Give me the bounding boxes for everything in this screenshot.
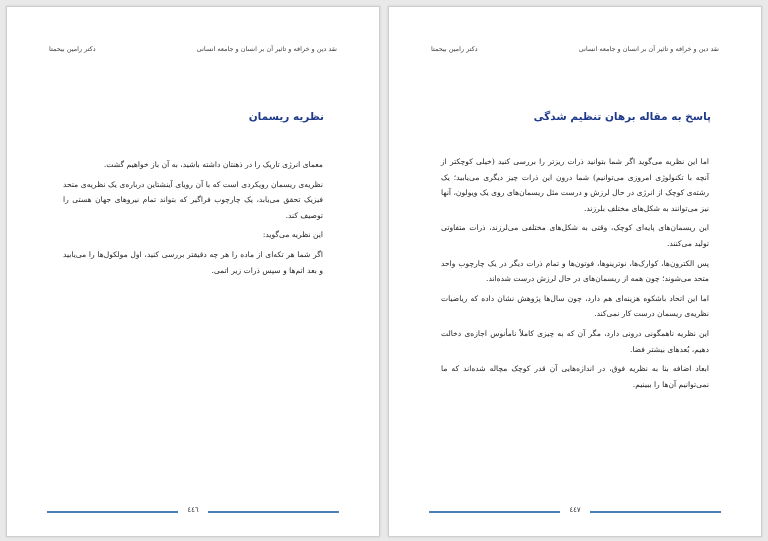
paragraph: این نظریه می‌گوید: (262, 230, 323, 240)
running-header (49, 45, 337, 53)
paragraph: اما این اتحاد باشکوه هزینه‌ای هم دارد، چون سال‌ها پژوهش نشان داده که ریاضیات نظریه‌ی ریسمان درست کار نمی‌کند. (441, 293, 709, 319)
page-447 (388, 6, 762, 537)
header-book-title: نقد دین و خرافه و تاثیر آن بر انسان و جامعه انسانی (578, 45, 719, 53)
page-446 (6, 6, 380, 537)
paragraph: اما این نظریه می‌گوید اگر شما بتوانید ذرات ریزتر را بررسی کنید (خیلی کوچکتر از آنچه با تکنولوژی امروزی می‌توانیم) شما درون این ذرات چیز دیگری می‌یابید؛ یک رشته‌ی کوچک از انرژی در حال لرزش و درست مثل ریسمان‌های روی یک ویولون، آنها نیز می‌توانند به شکل‌های مختلف بلرزند. (441, 157, 709, 213)
footer-rule-right (590, 511, 721, 513)
page-footer (47, 506, 339, 516)
section-title: نظریه ریسمان (248, 111, 324, 123)
paragraph: نظریه‌ی ریسمان رویکردی است که با آن رویای آینشتاین درباره‌ی یک نظریه‌ی متحد فیزیک تحقق می‌یابد، یک چارچوب فراگیر که بتواند تمام نیروهای جهان هستی را توصیف کند. (63, 179, 323, 220)
paragraph: پس الکترون‌ها، کوارک‌ها، نوترینوها، فوتون‌ها و تمام ذرات دیگر در یک چارچوب واحد متحد می‌شوند؛ چون همه از ریسمان‌های در حال لرزش درست شده‌اند. (441, 258, 709, 284)
footer-rule-right (208, 511, 339, 513)
footer-rule-left (429, 511, 560, 513)
page-footer (429, 506, 721, 516)
page-number: ٤٤٧ (569, 506, 581, 514)
paragraph: ابعاد اضافه بنا به نظریه فوق، در اندازه‌هایی آن قدر کوچک مچاله شده‌اند که ما نمی‌توانیم آن‌ها را ببینیم. (441, 364, 709, 389)
paragraph: معمای انرژی تاریک را در ذهنتان داشته باشید، به آن باز خواهیم گشت. (103, 160, 323, 169)
running-header (431, 45, 719, 53)
paragraph: این ریسمان‌های پایه‌ای کوچک، وقتی به شکل‌های مختلفی می‌لرزند، ذرات متفاوتی تولید می‌کنند. (441, 223, 709, 248)
page-number: ٤٤٦ (187, 506, 199, 514)
body-text (441, 154, 709, 396)
header-author: دکتر رامین بیحمتا (431, 45, 478, 53)
header-author: دکتر رامین بیحمتا (49, 45, 96, 53)
body-text (63, 157, 323, 282)
section-title: پاسخ به مقاله برهان تنظیم شدگی (533, 111, 711, 123)
header-book-title: نقد دین و خرافه و تاثیر آن بر انسان و جامعه انسانی (196, 45, 337, 53)
paragraph: این نظریه ناهمگونی درونی دارد، مگر آن که به چیزی کاملاً نامأنوس اجازه‌ی دخالت دهیم، بُعدهای بیشتر فضا. (441, 328, 709, 354)
footer-rule-left (47, 511, 178, 513)
paragraph: اگر شما هر تکه‌ای از ماده را هر چه دقیقتر بررسی کنید، اول مولکول‌ها را می‌یابید و بعد اتم‌ها و سپس ذرات زیر اتمی. (63, 249, 323, 275)
